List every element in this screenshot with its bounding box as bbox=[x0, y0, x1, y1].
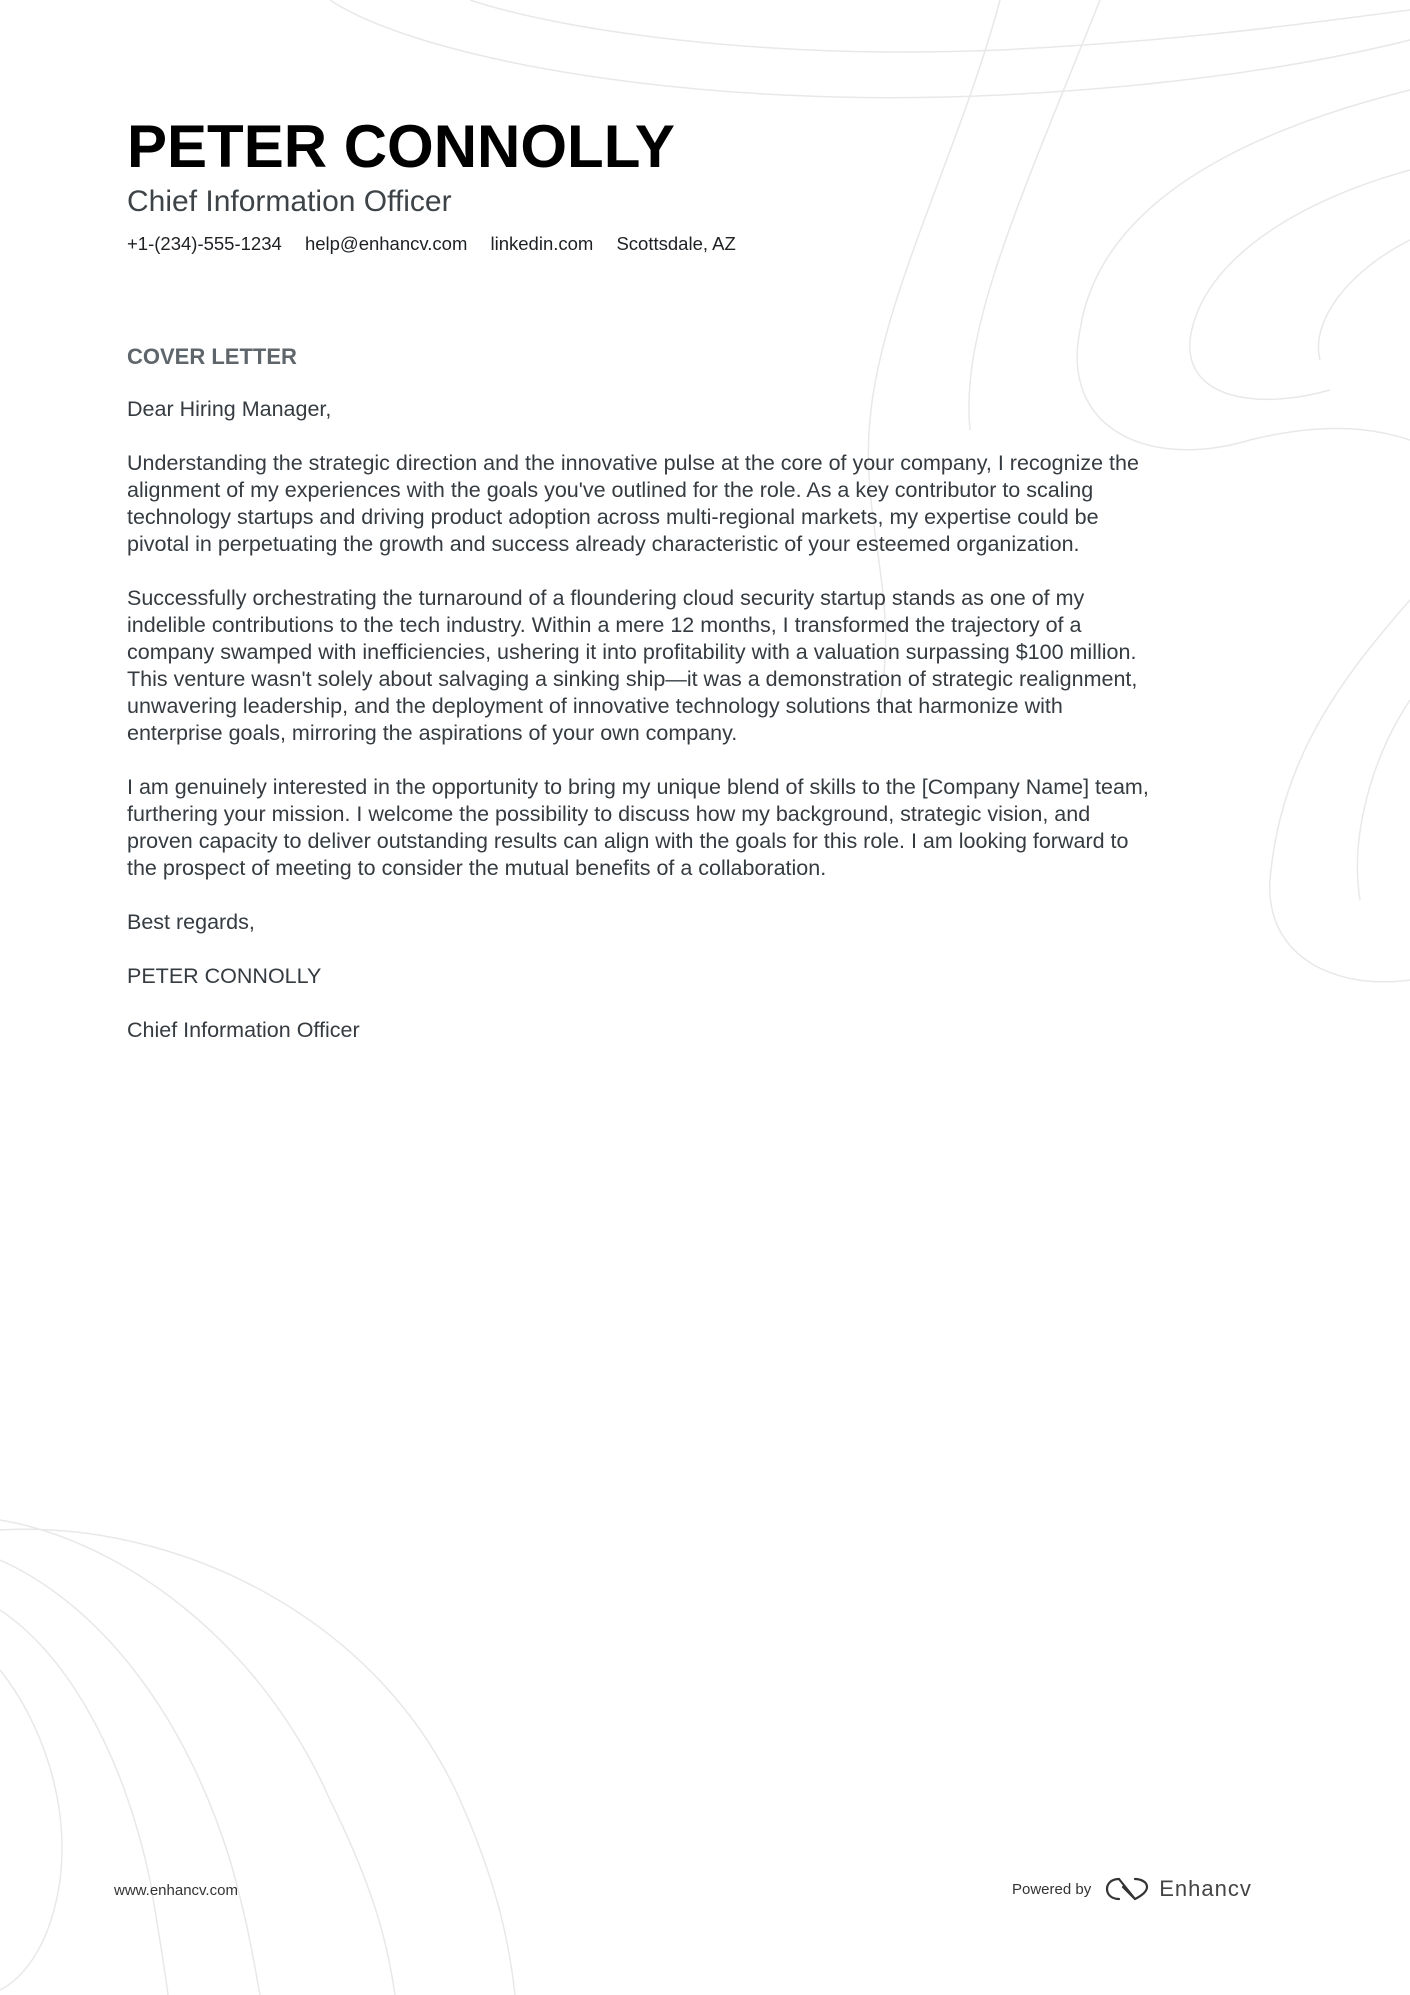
text-line: I am genuinely interested in the opportunity to bring my unique blend of skills to the [Company Name] team, bbox=[127, 775, 1149, 799]
text-line: Successfully orchestrating the turnaround of a floundering cloud security startup stands as one of my bbox=[127, 586, 1085, 610]
candidate-name: PETER CONNOLLY bbox=[127, 113, 675, 180]
enhancv-logo[interactable] bbox=[1105, 1876, 1252, 1902]
brand-name: Enhancv bbox=[1159, 1876, 1252, 1901]
signature-title: Chief Information Officer bbox=[127, 1018, 360, 1042]
contact-location: Scottsdale, AZ bbox=[616, 233, 736, 254]
text-line: proven capacity to deliver outstanding results can align with the goals for this role. I am looking forward to bbox=[127, 829, 1129, 853]
text-line: furthering your mission. I welcome the possibility to discuss how my background, strategic vision, and bbox=[127, 802, 1091, 826]
contact-email[interactable]: help@enhancv.com bbox=[304, 233, 468, 254]
signature-name: PETER CONNOLLY bbox=[127, 964, 322, 988]
text-line: This venture wasn't solely about salvaging a sinking ship—it was a demonstration of strategic realignment, bbox=[127, 667, 1138, 691]
paragraph-3 bbox=[127, 774, 1149, 882]
text-line: enterprise goals, mirroring the aspirations of your own company. bbox=[127, 721, 738, 745]
section-heading: COVER LETTER bbox=[127, 344, 297, 369]
text-line: Understanding the strategic direction and the innovative pulse at the core of your company, I recognize the bbox=[127, 451, 1139, 475]
paragraph-2 bbox=[127, 585, 1149, 747]
paragraph-1 bbox=[127, 450, 1149, 558]
text-line: the prospect of meeting to consider the mutual benefits of a collaboration. bbox=[127, 856, 827, 880]
contact-phone: +1-(234)-555-1234 bbox=[127, 233, 282, 254]
text-line: company swamped with inefficiencies, ushering it into profitability with a valuation surpassing $100 million. bbox=[127, 640, 1137, 664]
footer-website-link[interactable]: www.enhancv.com bbox=[114, 1882, 238, 1899]
contact-linkedin[interactable]: linkedin.com bbox=[490, 233, 594, 254]
salutation: Dear Hiring Manager, bbox=[127, 397, 332, 421]
text-line: technology startups and driving product adoption across multi-regional markets, my expertise could be bbox=[127, 505, 1099, 529]
text-line: unwavering leadership, and the deployment of innovative technology solutions that harmonize with bbox=[127, 694, 1063, 718]
letter-body bbox=[127, 396, 1149, 1071]
powered-by-label: Powered by bbox=[1012, 1880, 1092, 1898]
candidate-title: Chief Information Officer bbox=[127, 185, 452, 218]
enhancv-logo-icon bbox=[1105, 1876, 1151, 1902]
contact-info bbox=[127, 233, 754, 255]
text-line: pivotal in perpetuating the growth and success already characteristic of your esteemed organization. bbox=[127, 532, 1080, 556]
powered-by bbox=[1012, 1876, 1252, 1902]
text-line: indelible contributions to the tech industry. Within a mere 12 months, I transformed the trajectory of a bbox=[127, 613, 1082, 637]
closing: Best regards, bbox=[127, 910, 255, 934]
text-line: alignment of my experiences with the goals you've outlined for the role. As a key contributor to scaling bbox=[127, 478, 1094, 502]
